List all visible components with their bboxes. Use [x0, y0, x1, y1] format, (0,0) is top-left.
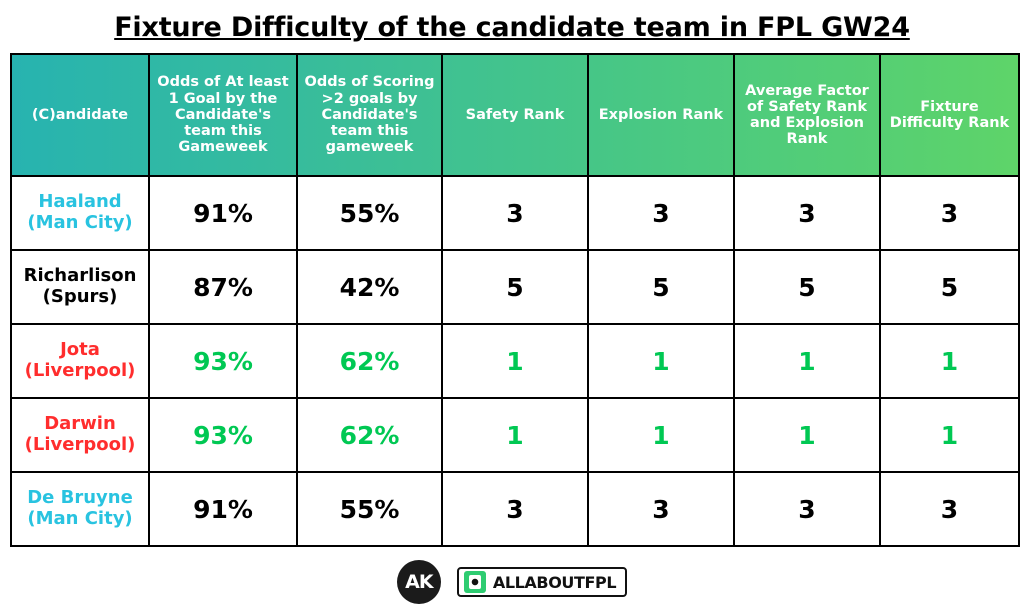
cell-odds-two-goals: 55%	[297, 176, 442, 250]
candidate-cell	[11, 398, 149, 472]
column-header-label: Odds of Scoring >2 goals by Candidate's team this gameweek	[304, 74, 435, 156]
cell-average-factor: 5	[734, 250, 880, 324]
column-header-label: Average Factor of Safety Rank and Explosion Rank	[745, 82, 869, 148]
player-team: (Spurs)	[42, 286, 118, 307]
cell-odds-one-goal: 87%	[149, 250, 297, 324]
cell-average-factor: 3	[734, 176, 880, 250]
table-header-row	[11, 54, 1019, 176]
cell-average-factor: 3	[734, 472, 880, 546]
cell-odds-one-goal: 93%	[149, 398, 297, 472]
table-row	[11, 250, 1019, 324]
column-header-safety-rank	[442, 54, 588, 176]
fixture-difficulty-table	[10, 53, 1020, 547]
column-header-label: Odds of At least 1 Goal by the Candidate's team this Gameweek	[157, 74, 289, 156]
column-header-average-factor	[734, 54, 880, 176]
cell-explosion-rank: 5	[588, 250, 734, 324]
cell-safety-rank: 1	[442, 324, 588, 398]
cell-odds-two-goals: 55%	[297, 472, 442, 546]
cell-average-factor: 1	[734, 324, 880, 398]
table-row	[11, 176, 1019, 250]
column-header-label: Explosion Rank	[598, 106, 724, 123]
ak-logo-icon: AK	[397, 560, 441, 604]
table-row	[11, 324, 1019, 398]
column-header-label: Fixture Difficulty Rank	[889, 98, 1010, 131]
table-header	[11, 54, 1019, 176]
column-header-fixture-difficulty-rank	[880, 54, 1019, 176]
cell-odds-one-goal: 93%	[149, 324, 297, 398]
cell-safety-rank: 3	[442, 472, 588, 546]
column-header-label: Safety Rank	[465, 106, 565, 123]
cell-fixture-difficulty-rank: 1	[880, 398, 1019, 472]
player-name: Jota	[60, 339, 100, 361]
player-name: Richarlison	[23, 265, 137, 287]
cell-fixture-difficulty-rank: 3	[880, 472, 1019, 546]
table-body	[11, 176, 1019, 546]
cell-fixture-difficulty-rank: 1	[880, 324, 1019, 398]
column-header-candidate	[11, 54, 149, 176]
player-team: (Liverpool)	[24, 360, 136, 381]
cell-safety-rank: 5	[442, 250, 588, 324]
cell-explosion-rank: 1	[588, 398, 734, 472]
candidate-cell	[11, 176, 149, 250]
cell-odds-two-goals: 62%	[297, 398, 442, 472]
cell-odds-one-goal: 91%	[149, 176, 297, 250]
player-team: (Liverpool)	[24, 434, 136, 455]
column-header-odds-one-goal	[149, 54, 297, 176]
candidate-cell	[11, 250, 149, 324]
column-header-label: (C)andidate	[31, 106, 129, 123]
cell-odds-one-goal: 91%	[149, 472, 297, 546]
cell-odds-two-goals: 42%	[297, 250, 442, 324]
player-name: Haaland	[38, 191, 122, 213]
cell-odds-two-goals: 62%	[297, 324, 442, 398]
player-team: (Man City)	[27, 212, 133, 233]
player-team: (Man City)	[27, 508, 133, 529]
brand-label: ALLABOUTFPL	[492, 572, 617, 592]
candidate-cell	[11, 324, 149, 398]
cell-explosion-rank: 3	[588, 176, 734, 250]
player-name: Darwin	[44, 413, 116, 435]
footer	[10, 559, 1014, 605]
cell-fixture-difficulty-rank: 3	[880, 176, 1019, 250]
table-row	[11, 398, 1019, 472]
column-header-odds-two-goals	[297, 54, 442, 176]
cell-fixture-difficulty-rank: 5	[880, 250, 1019, 324]
candidate-cell	[11, 472, 149, 546]
cell-safety-rank: 1	[442, 398, 588, 472]
cell-explosion-rank: 1	[588, 324, 734, 398]
cell-explosion-rank: 3	[588, 472, 734, 546]
football-icon	[464, 571, 486, 593]
cell-average-factor: 1	[734, 398, 880, 472]
cell-safety-rank: 3	[442, 176, 588, 250]
table-row	[11, 472, 1019, 546]
player-name: De Bruyne	[27, 487, 133, 509]
page-title: Fixture Difficulty of the candidate team in FPL GW24	[114, 12, 910, 43]
allaboutfpl-logo	[457, 567, 627, 597]
column-header-explosion-rank	[588, 54, 734, 176]
